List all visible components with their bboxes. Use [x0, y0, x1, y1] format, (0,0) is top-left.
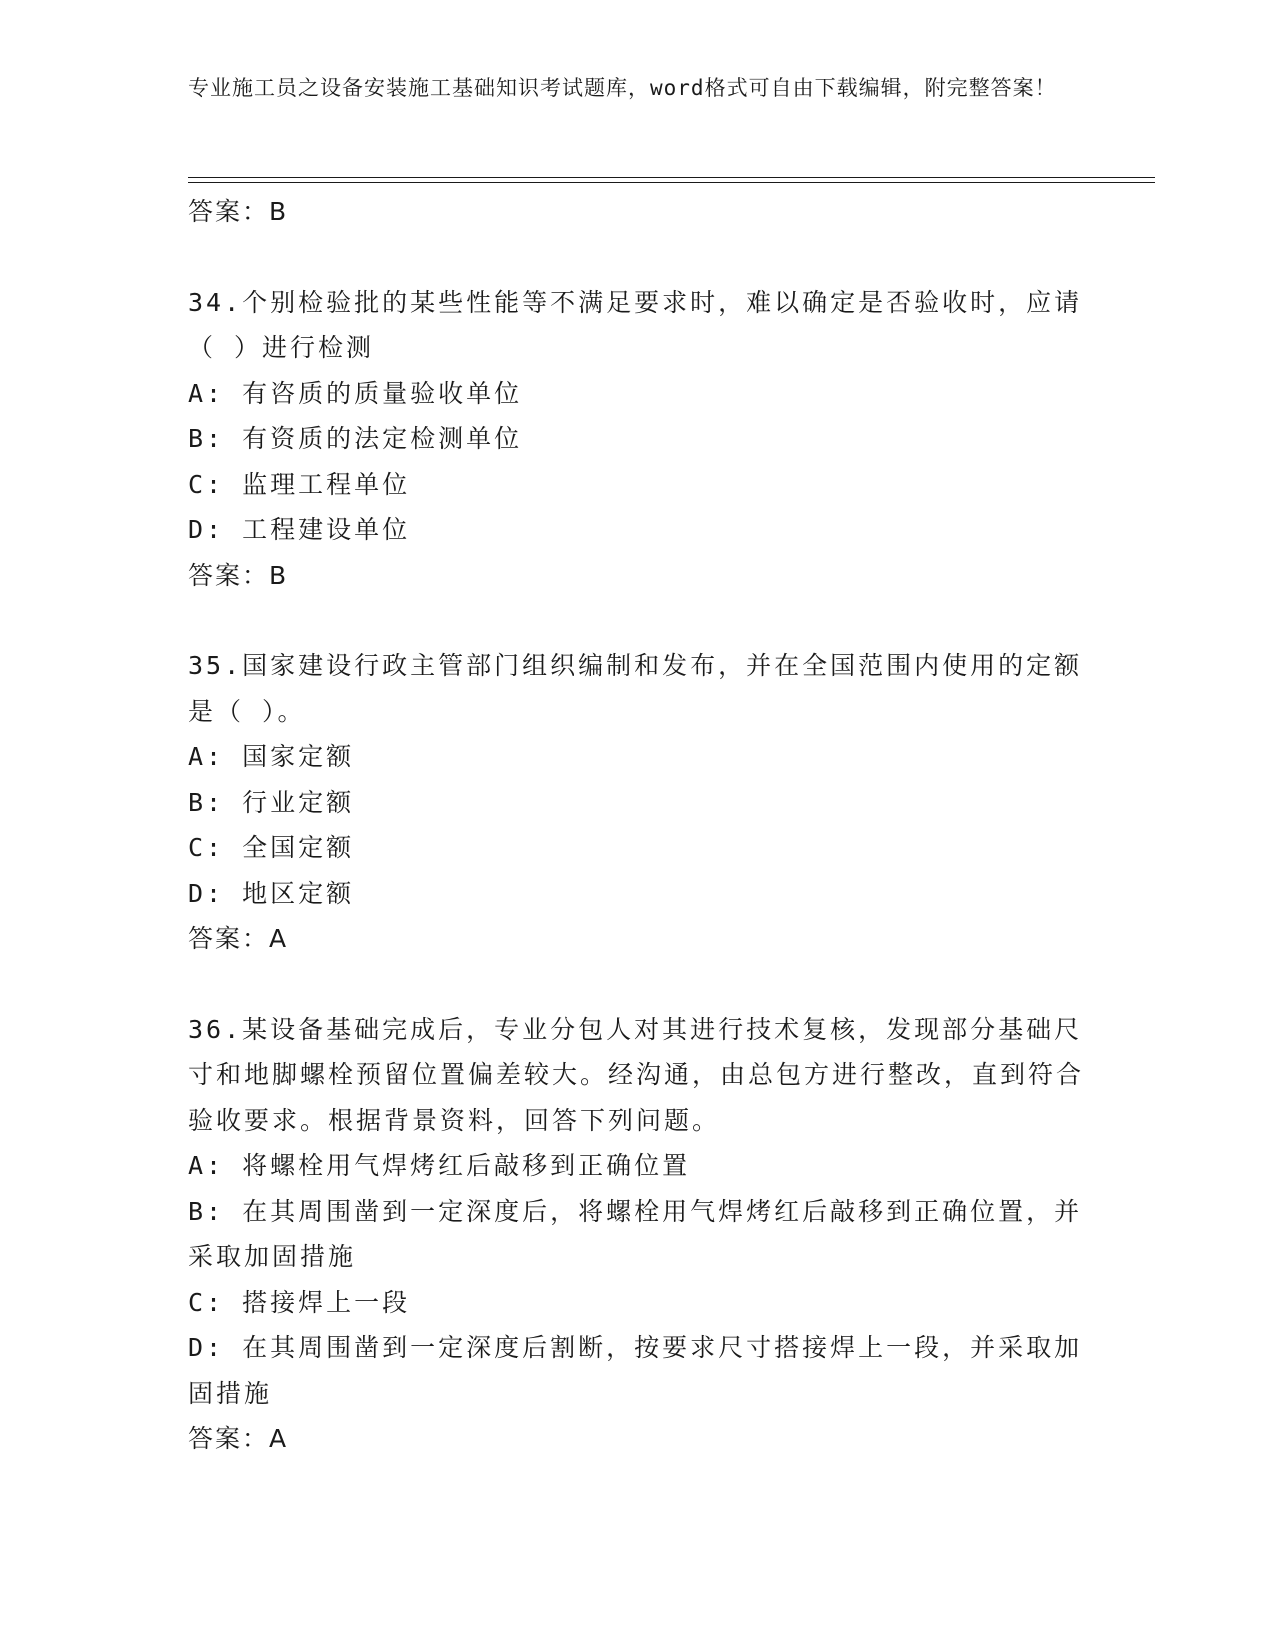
answer-label: 答案：B	[188, 560, 289, 590]
option-d: D: 工程建设单位	[188, 515, 411, 544]
option-d: D: 地区定额	[188, 878, 355, 908]
option-c: C: 搭接焊上一段	[188, 1287, 411, 1317]
option-d: D: 在其周围凿到一定深度后割断，按要求尺寸搭接焊上一段，并采取加固措施	[188, 1333, 1083, 1408]
answer-label: 答案：A	[188, 924, 289, 953]
question-34	[188, 280, 1088, 599]
option-a: A: 有咨质的质量验收单位	[188, 378, 523, 408]
previous-answer: 答案：B	[188, 197, 289, 226]
answer-label: 答案：A	[188, 1424, 289, 1453]
question-35	[188, 643, 1088, 962]
question-stem: 34.个别检验批的某些性能等不满足要求时，难以确定是否验收时，应请（ ）进行检测	[188, 287, 1083, 362]
option-c: C: 监理工程单位	[188, 469, 411, 499]
option-b: B: 有资质的法定检测单位	[188, 424, 523, 453]
option-a: A: 国家定额	[188, 742, 355, 771]
header-divider-top	[188, 177, 1155, 178]
header-divider-bottom	[188, 182, 1155, 183]
question-36	[188, 1007, 1088, 1462]
option-c: C: 全国定额	[188, 833, 355, 862]
question-stem: 35.国家建设行政主管部门组织编制和发布，并在全国范围内使用的定额是（ ）。	[188, 651, 1083, 726]
question-list	[188, 189, 1088, 1462]
document-header: 专业施工员之设备安装施工基础知识考试题库，word格式可自由下载编辑，附完整答案！	[188, 76, 1057, 100]
option-a: A: 将螺栓用气焊烤红后敲移到正确位置	[188, 1151, 691, 1180]
option-b: B: 在其周围凿到一定深度后，将螺栓用气焊烤红后敲移到正确位置，并采取加固措施	[188, 1196, 1083, 1271]
question-stem: 36.某设备基础完成后，专业分包人对其进行技术复核，发现部分基础尺寸和地脚螺栓预留位置偏差较大。经沟通，由总包方进行整改，直到符合验收要求。根据背景资料，回答下列问题。	[188, 1014, 1085, 1135]
option-b: B: 行业定额	[188, 787, 355, 817]
